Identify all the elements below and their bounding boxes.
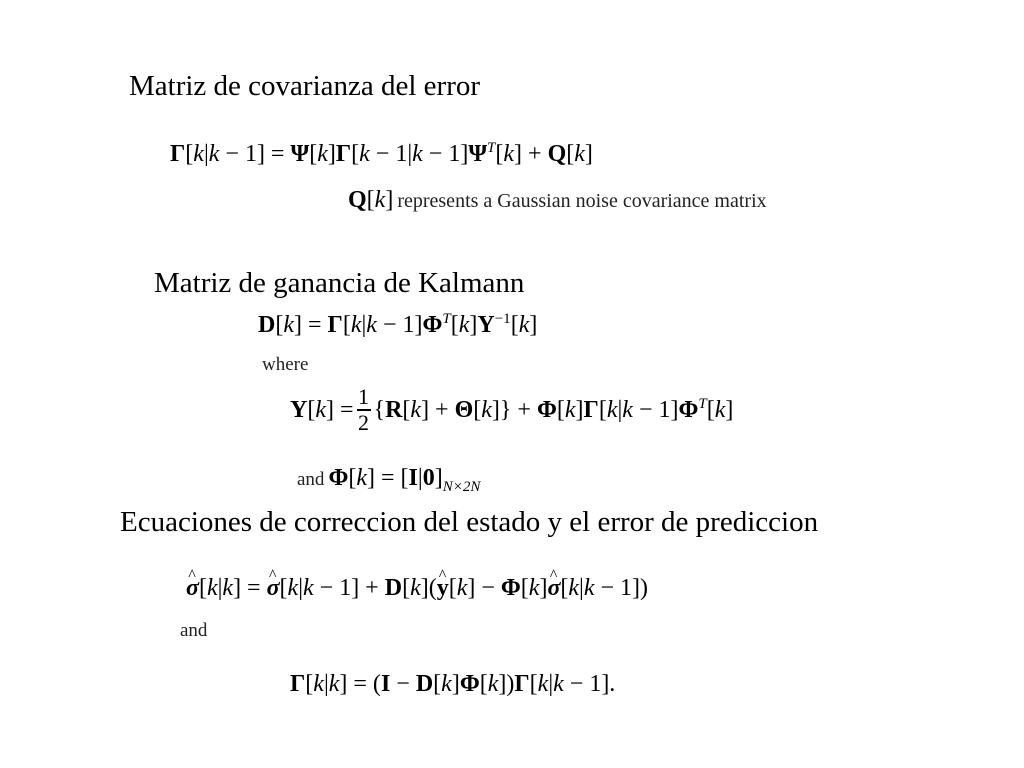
one-half-fraction: $\frac{1}{2}$ bbox=[358, 384, 370, 435]
where-label: where bbox=[262, 354, 309, 375]
gain-equation: $D[k] = \Gamma[k|k - 1]\Phi^T[k]Y^{-1}[k]$ bbox=[258, 311, 538, 338]
q-description: Q[k] represents a Gaussian noise covariance matrix bbox=[348, 187, 767, 213]
state-correction-equation: ^ σ[k|k] = ^ σ[k|k − 1] + D[k](^ y[k] − Φ[k]^ σ[k|k − 1]) bbox=[186, 574, 648, 602]
heading-kalman-gain: Matriz de ganancia de Kalmann bbox=[154, 267, 525, 299]
error-correction-equation: Γ[k|k] = (I − D[k]Φ[k])Γ[k|k − 1]. bbox=[290, 671, 616, 697]
heading-covariance: Matriz de covarianza del error bbox=[129, 70, 481, 102]
heading-correction: Ecuaciones de correccion del estado y el error de prediccion bbox=[120, 506, 819, 538]
q-description-text: represents a Gaussian noise covariance matrix bbox=[397, 190, 767, 212]
y-equation: Y[k] = $\frac{1}{2}$ $\{R[k] + \Theta[k]\} + \Phi[k]\Gamma[k|k - 1]\Phi^T[k]$ bbox=[290, 384, 734, 435]
and-label-2: and bbox=[180, 620, 208, 641]
phi-definition: and $\Phi[k] = [I|0]_{N\times 2N}$ bbox=[297, 465, 481, 495]
and-label-1: and bbox=[297, 469, 325, 490]
covariance-equation: $\Gamma[k|k - 1] = \Psi[k]\Gamma[k - 1|k - 1]\Psi^T[k] + Q[k]$ bbox=[170, 140, 593, 167]
